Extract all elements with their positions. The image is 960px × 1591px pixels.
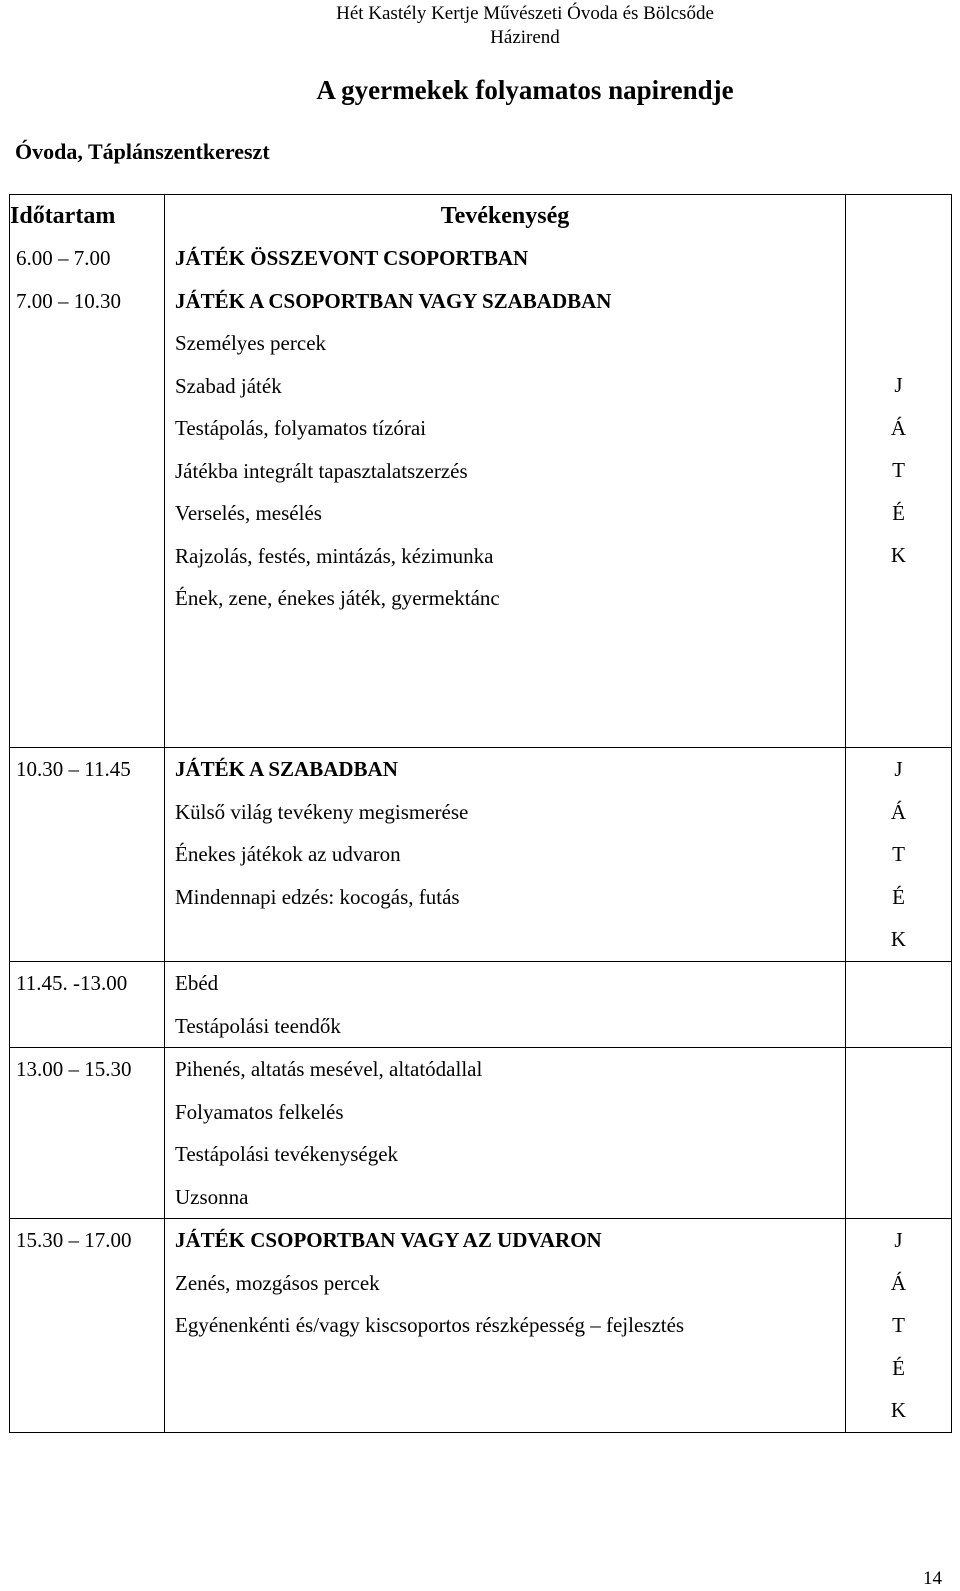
activity-cell xyxy=(165,1219,846,1433)
activity-line: Külső világ tevékeny megismerése xyxy=(175,799,469,824)
jatek-letter: Á xyxy=(890,415,907,440)
schedule-table xyxy=(9,194,952,1433)
activity-line: JÁTÉK A CSOPORTBAN VAGY SZABADBAN xyxy=(175,288,612,313)
jatek-letter: T xyxy=(892,1313,905,1337)
jatek-letter: J xyxy=(894,757,903,781)
location-heading: Óvoda, Táplánszentkereszt xyxy=(15,139,270,164)
empty-cell xyxy=(846,962,952,1048)
time-range: 13.00 – 15.30 xyxy=(16,1057,132,1081)
jatek-letter: Á xyxy=(890,1270,907,1295)
activity-line: Énekes játékok az udvaron xyxy=(175,842,401,866)
activity-line: Testápolási tevékenységek xyxy=(175,1142,399,1166)
table-row xyxy=(10,1219,952,1433)
activity-line: Játékba integrált tapasztalatszerzés xyxy=(175,458,468,483)
activity-cell xyxy=(165,748,846,962)
activity-line: Folyamatos felkelés xyxy=(175,1099,344,1124)
activity-line: Zenés, mozgásos percek xyxy=(175,1270,380,1295)
activity-line: Pihenés, altatás mesével, altatódallal xyxy=(175,1057,483,1081)
activity-line: Személyes percek xyxy=(175,331,327,355)
time-cell xyxy=(10,962,165,1048)
page-title: A gyermekek folyamatos napirendje xyxy=(316,75,734,105)
column-header-time: Időtartam xyxy=(10,195,165,238)
jatek-letter: Á xyxy=(890,799,907,824)
time-range: 7.00 – 10.30 xyxy=(16,288,121,313)
jatek-letter: J xyxy=(894,373,903,397)
activity-cell xyxy=(165,962,846,1048)
jatek-letter: É xyxy=(892,884,905,909)
time-cell xyxy=(10,1219,165,1433)
jatek-letter: K xyxy=(890,543,907,567)
activity-line: Uzsonna xyxy=(175,1184,249,1209)
activity-line: Rajzolás, festés, mintázás, kézimunka xyxy=(175,543,494,568)
jatek-letter: É xyxy=(892,1355,905,1380)
time-range: 10.30 – 11.45 xyxy=(16,757,131,781)
activity-line: JÁTÉK A SZABADBAN xyxy=(175,757,398,781)
time-range: 6.00 – 7.00 xyxy=(16,246,111,270)
document-header-institution: Hét Kastély Kertje Művészeti Óvoda és Bölcsőde xyxy=(336,3,714,24)
activity-line: JÁTÉK CSOPORTBAN VAGY AZ UDVARON xyxy=(175,1228,602,1252)
empty-cell xyxy=(846,1048,952,1219)
jatek-letter: T xyxy=(892,458,905,482)
activity-line: Ének, zene, énekes játék, gyermektánc xyxy=(175,586,500,610)
jatek-letter: T xyxy=(892,842,905,866)
column-header-activity: Tevékenység xyxy=(165,195,846,238)
activity-line: Szabad játék xyxy=(175,373,282,398)
table-row xyxy=(10,237,952,748)
jatek-vertical-cell xyxy=(846,1219,952,1433)
table-header-row xyxy=(10,195,952,238)
jatek-vertical-cell xyxy=(846,237,952,748)
time-range: 11.45. -13.00 xyxy=(16,971,128,995)
jatek-letter: K xyxy=(890,1398,907,1422)
jatek-letter: J xyxy=(894,1228,903,1252)
jatek-vertical-cell xyxy=(846,748,952,962)
column-header-blank xyxy=(846,195,952,238)
page-number: 14 xyxy=(923,1568,942,1589)
table-row xyxy=(10,748,952,962)
activity-line: Egyénenkénti és/vagy kiscsoportos részképesség – fejlesztés xyxy=(175,1313,685,1337)
time-cell xyxy=(10,237,165,748)
activity-line: Ebéd xyxy=(175,971,219,995)
time-cell xyxy=(10,1048,165,1219)
time-range: 15.30 – 17.00 xyxy=(16,1228,132,1252)
activity-cell xyxy=(165,1048,846,1219)
activity-line: Testápolás, folyamatos tízórai xyxy=(175,416,427,440)
document-header-subtitle: Házirend xyxy=(490,27,560,48)
jatek-letter: É xyxy=(892,500,905,525)
table-row xyxy=(10,1048,952,1219)
activity-line: JÁTÉK ÖSSZEVONT CSOPORTBAN xyxy=(175,246,529,270)
activity-cell xyxy=(165,237,846,748)
activity-line: Verselés, mesélés xyxy=(175,501,322,525)
activity-line: Mindennapi edzés: kocogás, futás xyxy=(175,884,460,909)
table-row xyxy=(10,962,952,1048)
jatek-letter: K xyxy=(890,927,907,951)
time-cell xyxy=(10,748,165,962)
activity-line: Testápolási teendők xyxy=(175,1013,341,1038)
